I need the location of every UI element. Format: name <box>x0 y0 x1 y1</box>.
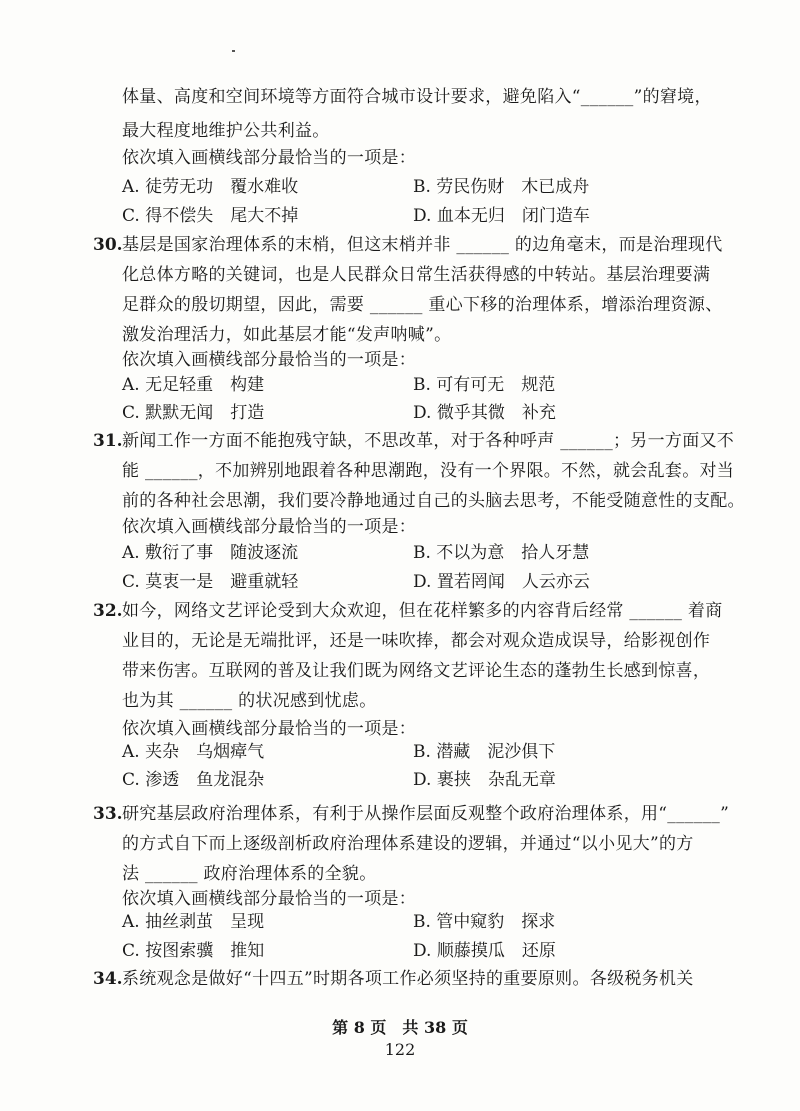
q33-option-a: A. 抽丝剥茧 呈现 <box>122 912 265 932</box>
q32-line-4: 也为其 ______ 的状况感到忧虑。 <box>122 691 377 711</box>
q32-option-c: C. 渗透 鱼龙混杂 <box>122 770 265 790</box>
q29-option-b: B. 劳民伤财 木已成舟 <box>413 177 590 197</box>
q31-option-b: B. 不以为意 拾人牙慧 <box>413 543 590 563</box>
page-counter: 第 8 页 共 38 页 <box>332 1018 468 1037</box>
q33-line-1: 研究基层政府治理体系，有利于从操作层面反观整个政府治理体系，用“______” <box>122 804 730 824</box>
q29-prompt: 依次填入画横线部分最恰当的一项是： <box>122 148 417 168</box>
q34-number: 34. <box>93 969 123 989</box>
q33-option-d: D. 顺藤摸瓜 还原 <box>413 941 556 961</box>
q34-line-1: 系统观念是做好“十四五”时期各项工作必须坚持的重要原则。各级税务机关 <box>122 969 694 989</box>
q31-line-2: 能 ______，不加辨别地跟着各种思潮跑，没有一个界限。不然，就会乱套。对当 <box>122 461 735 481</box>
scan-speck <box>232 50 235 52</box>
q32-line-2: 业目的，无论是无端批评，还是一味吹捧，都会对观众造成误导，给影视创作 <box>122 631 711 651</box>
q29-option-d: D. 血本无归 闭门造车 <box>413 206 590 226</box>
q31-number: 31. <box>93 431 123 451</box>
q30-line-2: 化总体方略的关键词，也是人民群众日常生活获得感的中转站。基层治理要满 <box>122 265 711 285</box>
q32-option-a: A. 夹杂 乌烟瘴气 <box>122 742 265 762</box>
q30-option-c: C. 默默无闻 打造 <box>122 403 265 423</box>
q32-line-1: 如今，网络文艺评论受到大众欢迎，但在花样繁多的内容背后经常 ______ 着商 <box>122 601 723 621</box>
q31-line-3: 前的各种社会思潮，我们要冷静地通过自己的头脑去思考，不能受随意性的支配。 <box>122 491 745 511</box>
q29-line-2: 最大程度地维护公共利益。 <box>122 121 330 141</box>
q33-option-c: C. 按图索骥 推知 <box>122 941 265 961</box>
q29-line-1: 体量、高度和空间环境等方面符合城市设计要求，避免陷入“______”的窘境， <box>122 87 712 107</box>
q32-number: 32. <box>93 601 123 621</box>
q30-number: 30. <box>93 235 123 255</box>
q31-prompt: 依次填入画横线部分最恰当的一项是： <box>122 517 417 537</box>
q31-option-d: D. 置若罔闻 人云亦云 <box>413 572 590 592</box>
q33-number: 33. <box>93 804 123 824</box>
q32-prompt: 依次填入画横线部分最恰当的一项是： <box>122 719 417 739</box>
q30-line-4: 激发治理活力，如此基层才能“发声呐喊”。 <box>122 325 452 345</box>
q31-option-a: A. 敷衍了事 随波逐流 <box>122 543 299 563</box>
q33-option-b: B. 管中窥豹 探求 <box>413 912 556 932</box>
q31-option-c: C. 莫衷一是 避重就轻 <box>122 572 299 592</box>
q31-line-1: 新闻工作一方面不能抱残守缺，不思改革，对于各种呼声 ______；另一方面又不 <box>122 431 735 451</box>
page-number: 122 <box>384 1040 416 1059</box>
q33-prompt: 依次填入画横线部分最恰当的一项是： <box>122 889 417 909</box>
q32-option-d: D. 裹挟 杂乱无章 <box>413 770 556 790</box>
q30-option-a: A. 无足轻重 构建 <box>122 375 265 395</box>
q33-line-2: 的方式自下而上逐级剖析政府治理体系建设的逻辑，并通过“以小见大”的方 <box>122 834 694 854</box>
q30-line-3: 足群众的殷切期望，因此，需要 ______ 重心下移的治理体系，增添治理资源、 <box>122 295 723 315</box>
q30-prompt: 依次填入画横线部分最恰当的一项是： <box>122 350 417 370</box>
q29-option-a: A. 徒劳无功 覆水难收 <box>122 177 299 197</box>
q30-line-1: 基层是国家治理体系的末梢，但这末梢并非 ______ 的边角毫末，而是治理现代 <box>122 235 723 255</box>
q32-option-b: B. 潜藏 泥沙俱下 <box>413 742 556 762</box>
q33-line-3: 法 ______ 政府治理体系的全貌。 <box>122 864 377 884</box>
q30-option-d: D. 微乎其微 补充 <box>413 403 556 423</box>
q30-option-b: B. 可有可无 规范 <box>413 375 556 395</box>
q32-line-3: 带来伤害。互联网的普及让我们既为网络文艺评论生态的蓬勃生长感到惊喜， <box>122 661 711 681</box>
q29-option-c: C. 得不偿失 尾大不掉 <box>122 206 299 226</box>
